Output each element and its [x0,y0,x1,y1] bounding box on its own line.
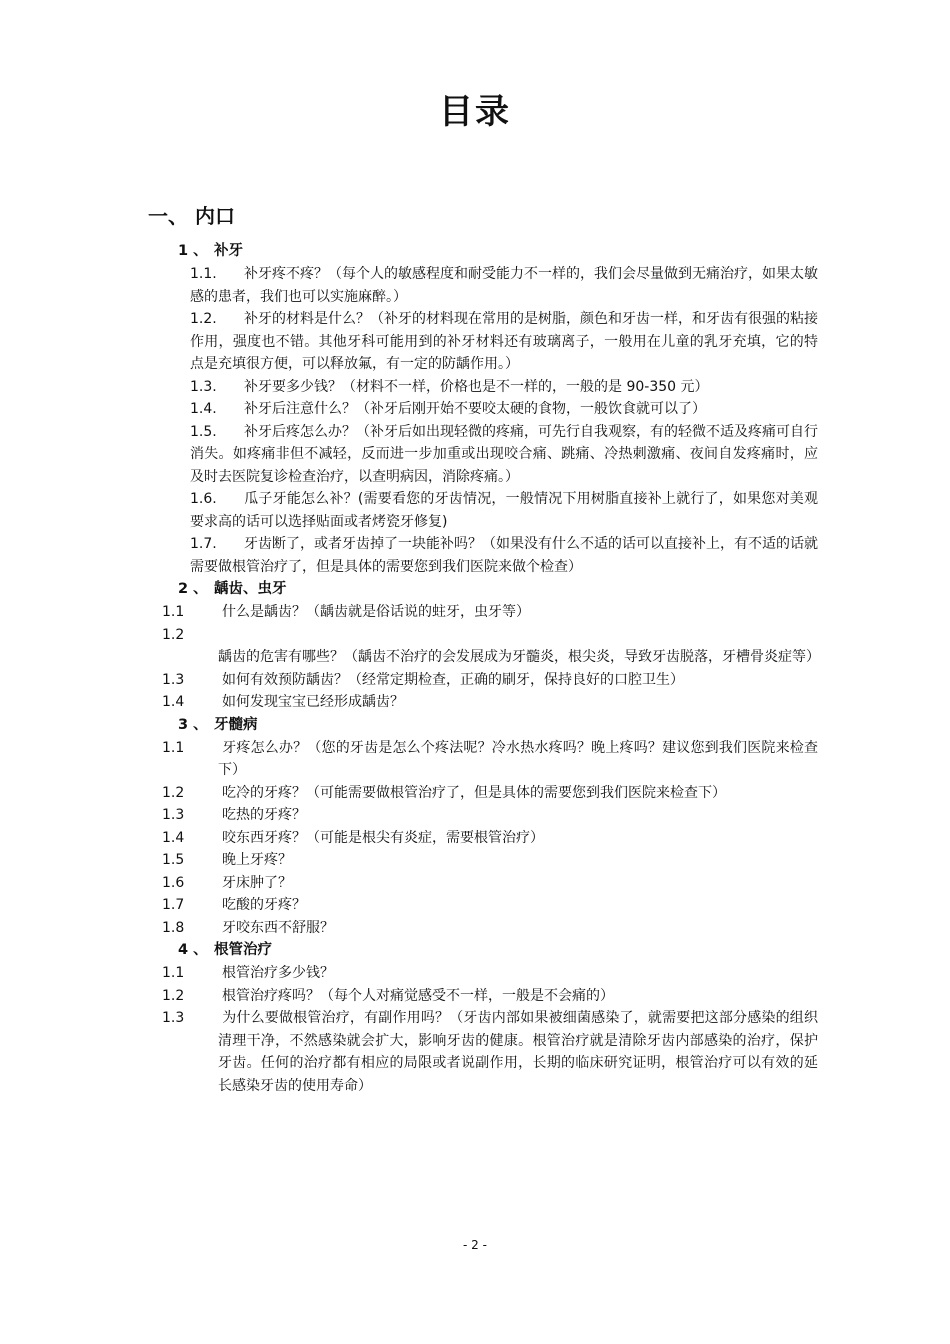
item-text: 补牙要多少钱？（材料不一样，价格也是不一样的，一般的是 90-350 元） [244,378,709,395]
group-number: 2 、 [178,581,208,597]
item-text: 什么是龋齿？（龋齿就是俗话说的蛀牙，虫牙等） [222,604,530,620]
toc-item [162,917,818,940]
item-number: 1.2 [162,784,185,801]
toc-item [162,1007,818,1097]
toc-item [190,263,818,308]
item-text: 晚上牙疼？ [222,852,292,868]
item-text: 吃冷的牙疼？（可能需要做根管治疗了，但是具体的需要您到我们医院来检查下） [222,784,726,801]
page-title: 目录 [439,92,511,132]
toc-group-heading [178,939,818,962]
section-heading: 一、 内口 [148,204,235,228]
toc-item [162,691,818,714]
item-number: 1.3. [190,378,217,395]
item-number: 1.6. [190,491,217,507]
item-text: 吃热的牙疼？ [222,807,306,823]
page-number: - 2 - [463,1238,487,1252]
toc-item [162,737,818,782]
group-number: 1 、 [178,243,208,259]
item-text: 如何发现宝宝已经形成龋齿？ [222,694,404,710]
group-title: 补牙 [214,243,243,259]
item-text: 牙齿断了，或者牙齿掉了一块能补吗？（如果没有什么不适的话可以直接补上，有不适的话就需要做根管治疗了，但是具体的需要您到我们医院来做个检查） [190,536,818,575]
toc-item [162,782,818,805]
toc-item [162,804,818,827]
group-title: 根管治疗 [214,942,272,958]
item-text: 补牙的材料是什么？（补牙的材料现在常用的是树脂，颜色和牙齿一样，和牙齿有很强的粘接作用，强度也不错。其他牙科可能用到的补牙材料还有玻璃离子，一般用在儿童的乳牙充填，它的特点是充填很方便，可以释放氟，有一定的防龋作用。） [190,311,818,372]
toc-item [162,849,818,872]
item-text: 补牙后疼怎么办？（补牙后如出现轻微的疼痛，可先行自我观察，有的轻微不适及疼痛可自行消失。如疼痛非但不减轻，反而进一步加重或出现咬合痛、跳痛、冷热刺激痛、夜间自发疼痛时，应及时去医院复诊检查治疗，以查明病因，消除疼痛。） [190,423,818,485]
item-text: 咬东西牙疼？（可能是根尖有炎症，需要根管治疗） [222,829,544,846]
toc-item [190,488,818,533]
item-number: 1.1 [162,604,185,620]
toc-item [190,308,818,376]
group-number: 3 、 [178,716,208,733]
item-text: 牙疼怎么办？（您的牙齿是怎么个疼法呢？冷水热水疼吗？晚上疼吗？建议您到我们医院来检查下） [218,739,818,778]
toc-item [162,894,818,917]
item-number: 1.4. [190,401,217,417]
group-title: 牙髓病 [214,716,258,733]
item-number: 1.1 [162,739,185,756]
toc-item [162,601,818,624]
item-text: 如何有效预防龋齿？（经常定期检查，正确的刷牙，保持良好的口腔卫生） [222,671,684,688]
toc-item [190,398,818,421]
item-text: 瓜子牙能怎么补？(需要看您的牙齿情况，一般情况下用树脂直接补上就行了，如果您对美观要求高的话可以选择贴面或者烤瓷牙修复) [190,491,818,530]
group-title: 龋齿、虫牙 [214,581,287,597]
toc-group-heading [178,714,818,737]
item-number: 1.7 [162,897,185,913]
item-text: 龋齿的危害有哪些？（龋齿不治疗的会发展成为牙髓炎，根尖炎，导致牙齿脱落，牙槽骨炎症等） [218,649,820,665]
item-number: 1.3 [162,807,185,823]
item-text: 牙床肿了？ [222,874,292,891]
toc-content [162,240,820,1097]
toc-item [162,962,818,985]
item-number: 1.5. [190,423,217,440]
item-number: 1.1 [162,965,185,981]
item-number: 1.4 [162,694,185,710]
toc-item [162,624,820,669]
group-number: 4 、 [178,942,208,958]
toc-item [190,421,818,489]
item-number: 1.3 [162,671,185,688]
item-number: 1.5 [162,852,185,868]
item-number: 1.2 [162,987,185,1004]
item-text: 根管治疗多少钱？ [222,965,334,981]
item-number: 1.2 [162,626,185,643]
item-text: 为什么要做根管治疗，有副作用吗？（牙齿内部如果被细菌感染了，就需要把这部分感染的组织清理干净，不然感染就会扩大，影响牙齿的健康。根管治疗就是清除牙齿内部感染的治疗，保护牙齿。任何的治疗都有相应的局限或者说副作用，长期的临床研究证明，根管治疗可以有效的延长感染牙齿的使用寿命） [218,1010,818,1094]
item-number: 1.2. [190,311,217,327]
toc-group-heading [178,578,818,601]
item-number: 1.1. [190,266,217,282]
toc-item [162,872,818,895]
item-text: 吃酸的牙疼？ [222,897,306,913]
item-number: 1.8 [162,919,185,936]
item-number: 1.7. [190,536,217,552]
item-number: 1.4 [162,829,185,846]
item-text: 补牙疼不疼？（每个人的敏感程度和耐受能力不一样的，我们会尽量做到无痛治疗，如果太敏感的患者，我们也可以实施麻醉。） [190,266,818,305]
item-text: 牙咬东西不舒服？ [222,919,334,936]
toc-item [162,669,818,692]
toc-item [162,827,818,850]
toc-group-heading [178,240,818,263]
toc-item [190,533,818,578]
toc-item [162,985,818,1008]
item-text: 根管治疗疼吗？（每个人对痛觉感受不一样，一般是不会痛的） [222,987,614,1004]
item-number: 1.6 [162,874,185,891]
item-number: 1.3 [162,1010,185,1026]
item-text: 补牙后注意什么？（补牙后刚开始不要咬太硬的食物，一般饮食就可以了） [244,401,706,417]
toc-item [190,376,818,399]
